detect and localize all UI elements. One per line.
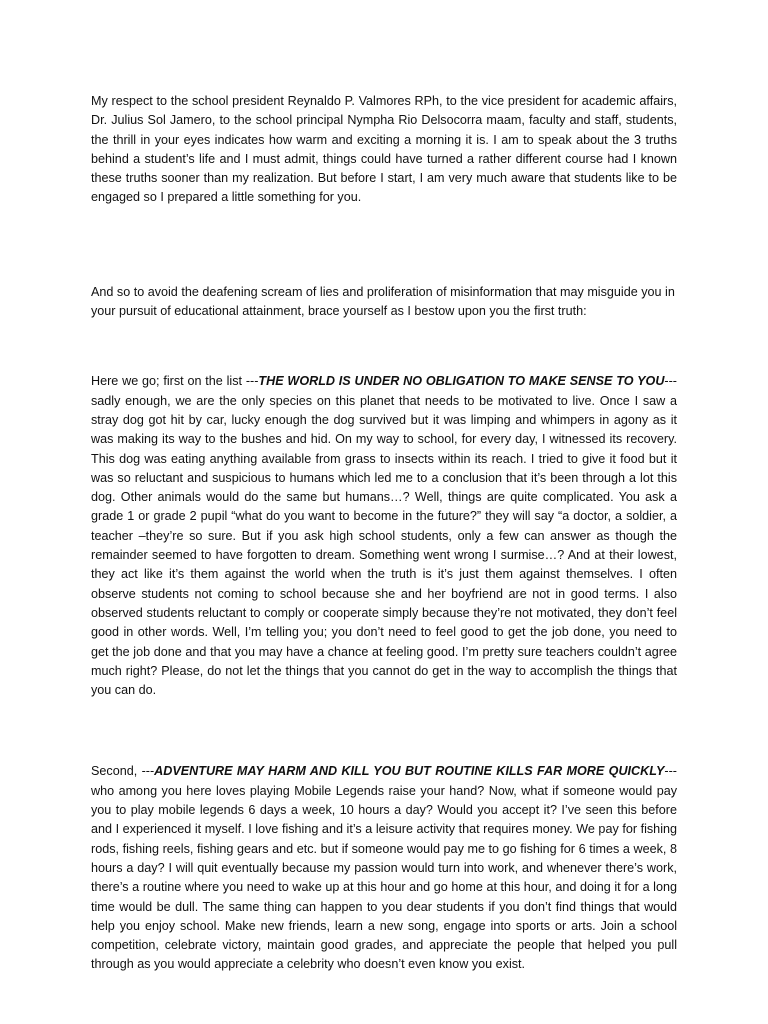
document-page [91,92,677,975]
paragraph-second-truth-body: --- who among you here loves playing Mobile Legends raise your hand? Now, what if someone would pay you to play mobile legends 6 days a week, 10 hours a day? Would you accept it? I’ve seen this before and I experienced it myself. I love fishing and it’s a leisure activity that requires money. We pay for fishing rods, fishing reels, fishing gears and etc. but if someone would pay me to go fishing for 6 times a week, 8 hours a day? I will quit eventually because my passion would turn into work, and whenever there’s work, there’s a routine where you need to wake up at this hour and go home at this hour, and doing it for a long time would be dull. The same thing can happen to you dear students if you don’t find things that would help you enjoy school. Make new friends, learn a new song, engage into sports or arts. Join a school competition, celebrate victory, maintain good grades, and appreciate the people that helped you pull through as you would appreciate a celebrity who doesn’t even know you exist. [91,764,677,972]
first-truth-heading: THE WORLD IS UNDER NO OBLIGATION TO MAKE SENSE TO YOU [258,374,665,389]
second-truth-heading: ADVENTURE MAY HARM AND KILL YOU BUT ROUTINE KILLS FAR MORE QUICKLY [154,764,665,779]
paragraph-first-truth [91,372,677,700]
paragraph-first-truth-intro: And so to avoid the deafening scream of lies and proliferation of misinformation that may misguide you in your pursuit of educational attainment, brace yourself as I bestow upon you the first truth: [91,284,675,319]
paragraph-first-truth-body: --- sadly enough, we are the only species on this planet that needs to be motivated to live. Once I saw a stray dog got hit by car, lucky enough the dog survived but it was limping and whimpers in agony as it was making its way to the bushes and hid. On my way to school, for every day, I witnessed its recovery. This dog was eating anything available from grass to insects within its reach. I tried to give it food but it was so reluctant and suspicious to humans which led me to a conclusion that it’s been through a lot this dog. Other animals would do the same but humans…? Well, things are quite complicated. You ask a grade 1 or grade 2 pupil “what do you want to become in the future?” they will say “a doctor, a soldier, a teacher –they’re so sure. But if you ask high school students, only a few can answer as though the remainder seemed to have forgotten to dream. Something went wrong I surmise…? And at their lowest, they act like it’s them against the world when the truth is it’s just them against themselves. I often observe students not coming to school because she and her boyfriend are not in good terms. I also observed students reluctant to comply or cooperate simply because they’re not motivated, they don’t feel good in other words. Well, I’m telling you; you don’t need to feel good to get the job done, you need to get the job done and that you may have a chance at feeling good. I’m pretty sure teachers couldn’t agree much right? Please, do not let the things that you cannot do get in the way to accomplish the things that you can do. [91,374,678,698]
paragraph-greeting: My respect to the school president Reynaldo P. Valmores RPh, to the vice president for academic affairs, Dr. Julius Sol Jamero, to the school principal Nympha Rio Delsocorra maam, faculty and staff, students, the thrill in your eyes indicates how warm and exciting a morning it is. I am to speak about the 3 truths behind a student’s life and I must admit, things could have turned a rather different course had I known these truths sooner than my realization. But before I start, I am very much aware that students like to be engaged so I prepared a little something for you. [91,94,677,205]
paragraph-first-truth-lead: Here we go; first on the list --- [91,374,259,389]
paragraph-second-truth-lead: Second, --- [91,764,155,779]
paragraph-second-truth [91,762,677,974]
